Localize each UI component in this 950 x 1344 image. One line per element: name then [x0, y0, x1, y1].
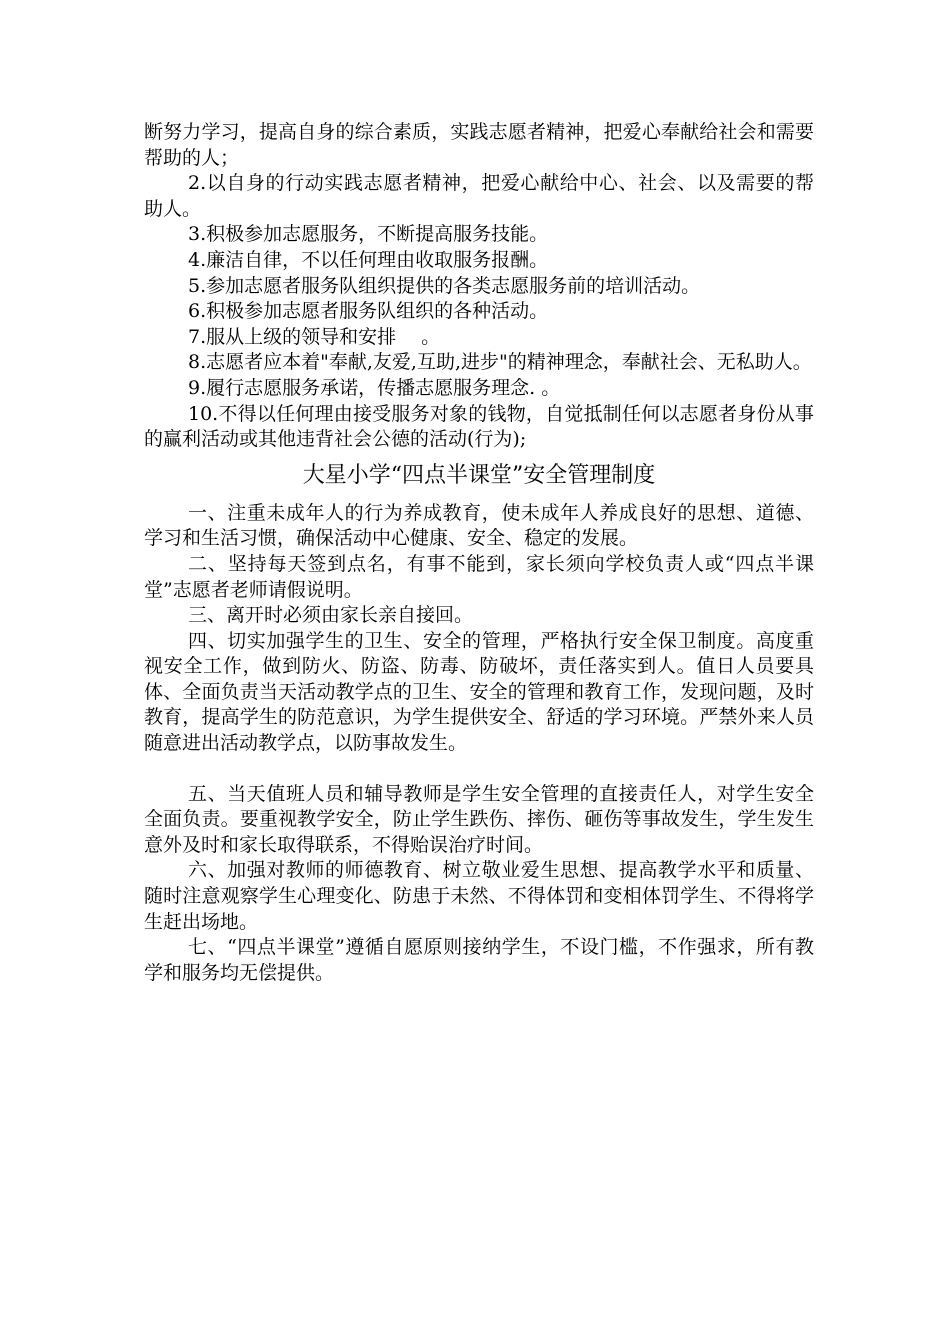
rule-item-2: 二、坚持每天签到点名，有事不能到，家长须向学校负责人或“四点半课堂”志愿者老师请假说明。	[144, 552, 814, 601]
rule-item-3: 三、离开时必须由家长亲自接回。	[188, 604, 474, 627]
duty-item-10: 10.不得以任何理由接受服务对象的钱物，自觉抵制任何以志愿者身份从事的赢利活动或其他违背社会公德的活动(行为);	[144, 402, 814, 451]
duty-item-7: 7.服从上级的领导和安排 。	[188, 325, 441, 348]
duty-item-6: 6.积极参加志愿者服务队组织的各种活动。	[188, 300, 549, 323]
duty-item-8: 8.志愿者应本着"奉献,友爱,互助,进步"的精神理念，奉献社会、无私助人。	[188, 351, 812, 374]
rule-item-5: 五、当天值班人员和辅导教师是学生安全管理的直接责任人，对学生安全全面负责。要重视教学安全，防止学生跌伤、摔伤、砸伤等事故发生，学生发生意外及时和家长取得联系，不得贻误治疗时间。	[144, 782, 814, 856]
duty-continuation: 断努力学习，提高自身的综合素质，实践志愿者精神，把爱心奉献给社会和需要帮助的人；	[144, 121, 814, 169]
paragraph-spacer	[144, 757, 814, 782]
rule-item-1: 一、注重未成年人的行为养成教育，使未成年人养成良好的思想、道德、学习和生活习惯，确保活动中心健康、安全、稳定的发展。	[144, 501, 814, 550]
duty-item-5: 5.参加志愿者服务队组织提供的各类志愿服务前的培训活动。	[188, 274, 701, 297]
duty-item-3: 3.积极参加志愿服务，不断提高服务技能。	[188, 223, 549, 246]
rule-item-6: 六、加强对教师的师德教育、树立敬业爱生思想、提高教学水平和质量、随时注意观察学生心理变化、防患于未然、不得体罚和变相体罚学生、不得将学生赶出场地。	[144, 859, 814, 933]
duty-item-9: 9.履行志愿服务承诺，传播志愿服务理念. 。	[188, 376, 561, 399]
document-page	[144, 120, 814, 986]
section-title: 大星小学“四点半课堂”安全管理制度	[302, 462, 656, 488]
rule-item-7: 七、“四点半课堂”遵循自愿原则接纳学生，不设门槛，不作强求，所有教学和服务均无偿提供。	[144, 936, 814, 984]
rule-item-4: 四、切实加强学生的卫生、安全的管理，严格执行安全保卫制度。高度重视安全工作，做到防火、防盗、防毒、防破坏，责任落实到人。值日人员要具体、全面负责当天活动教学点的卫生、安全的管理和教育工作，发现问题，及时教育，提高学生的防范意识，为学生提供安全、舒适的学习环境。严禁外来人员随意进出活动教学点，以防事故发生。	[144, 629, 814, 755]
duty-item-2: 2.以自身的行动实践志愿者精神，把爱心献给中心、社会、以及需要的帮助人。	[144, 172, 814, 220]
duty-item-4: 4.廉洁自律，不以任何理由收取服务报酬。	[188, 248, 549, 271]
